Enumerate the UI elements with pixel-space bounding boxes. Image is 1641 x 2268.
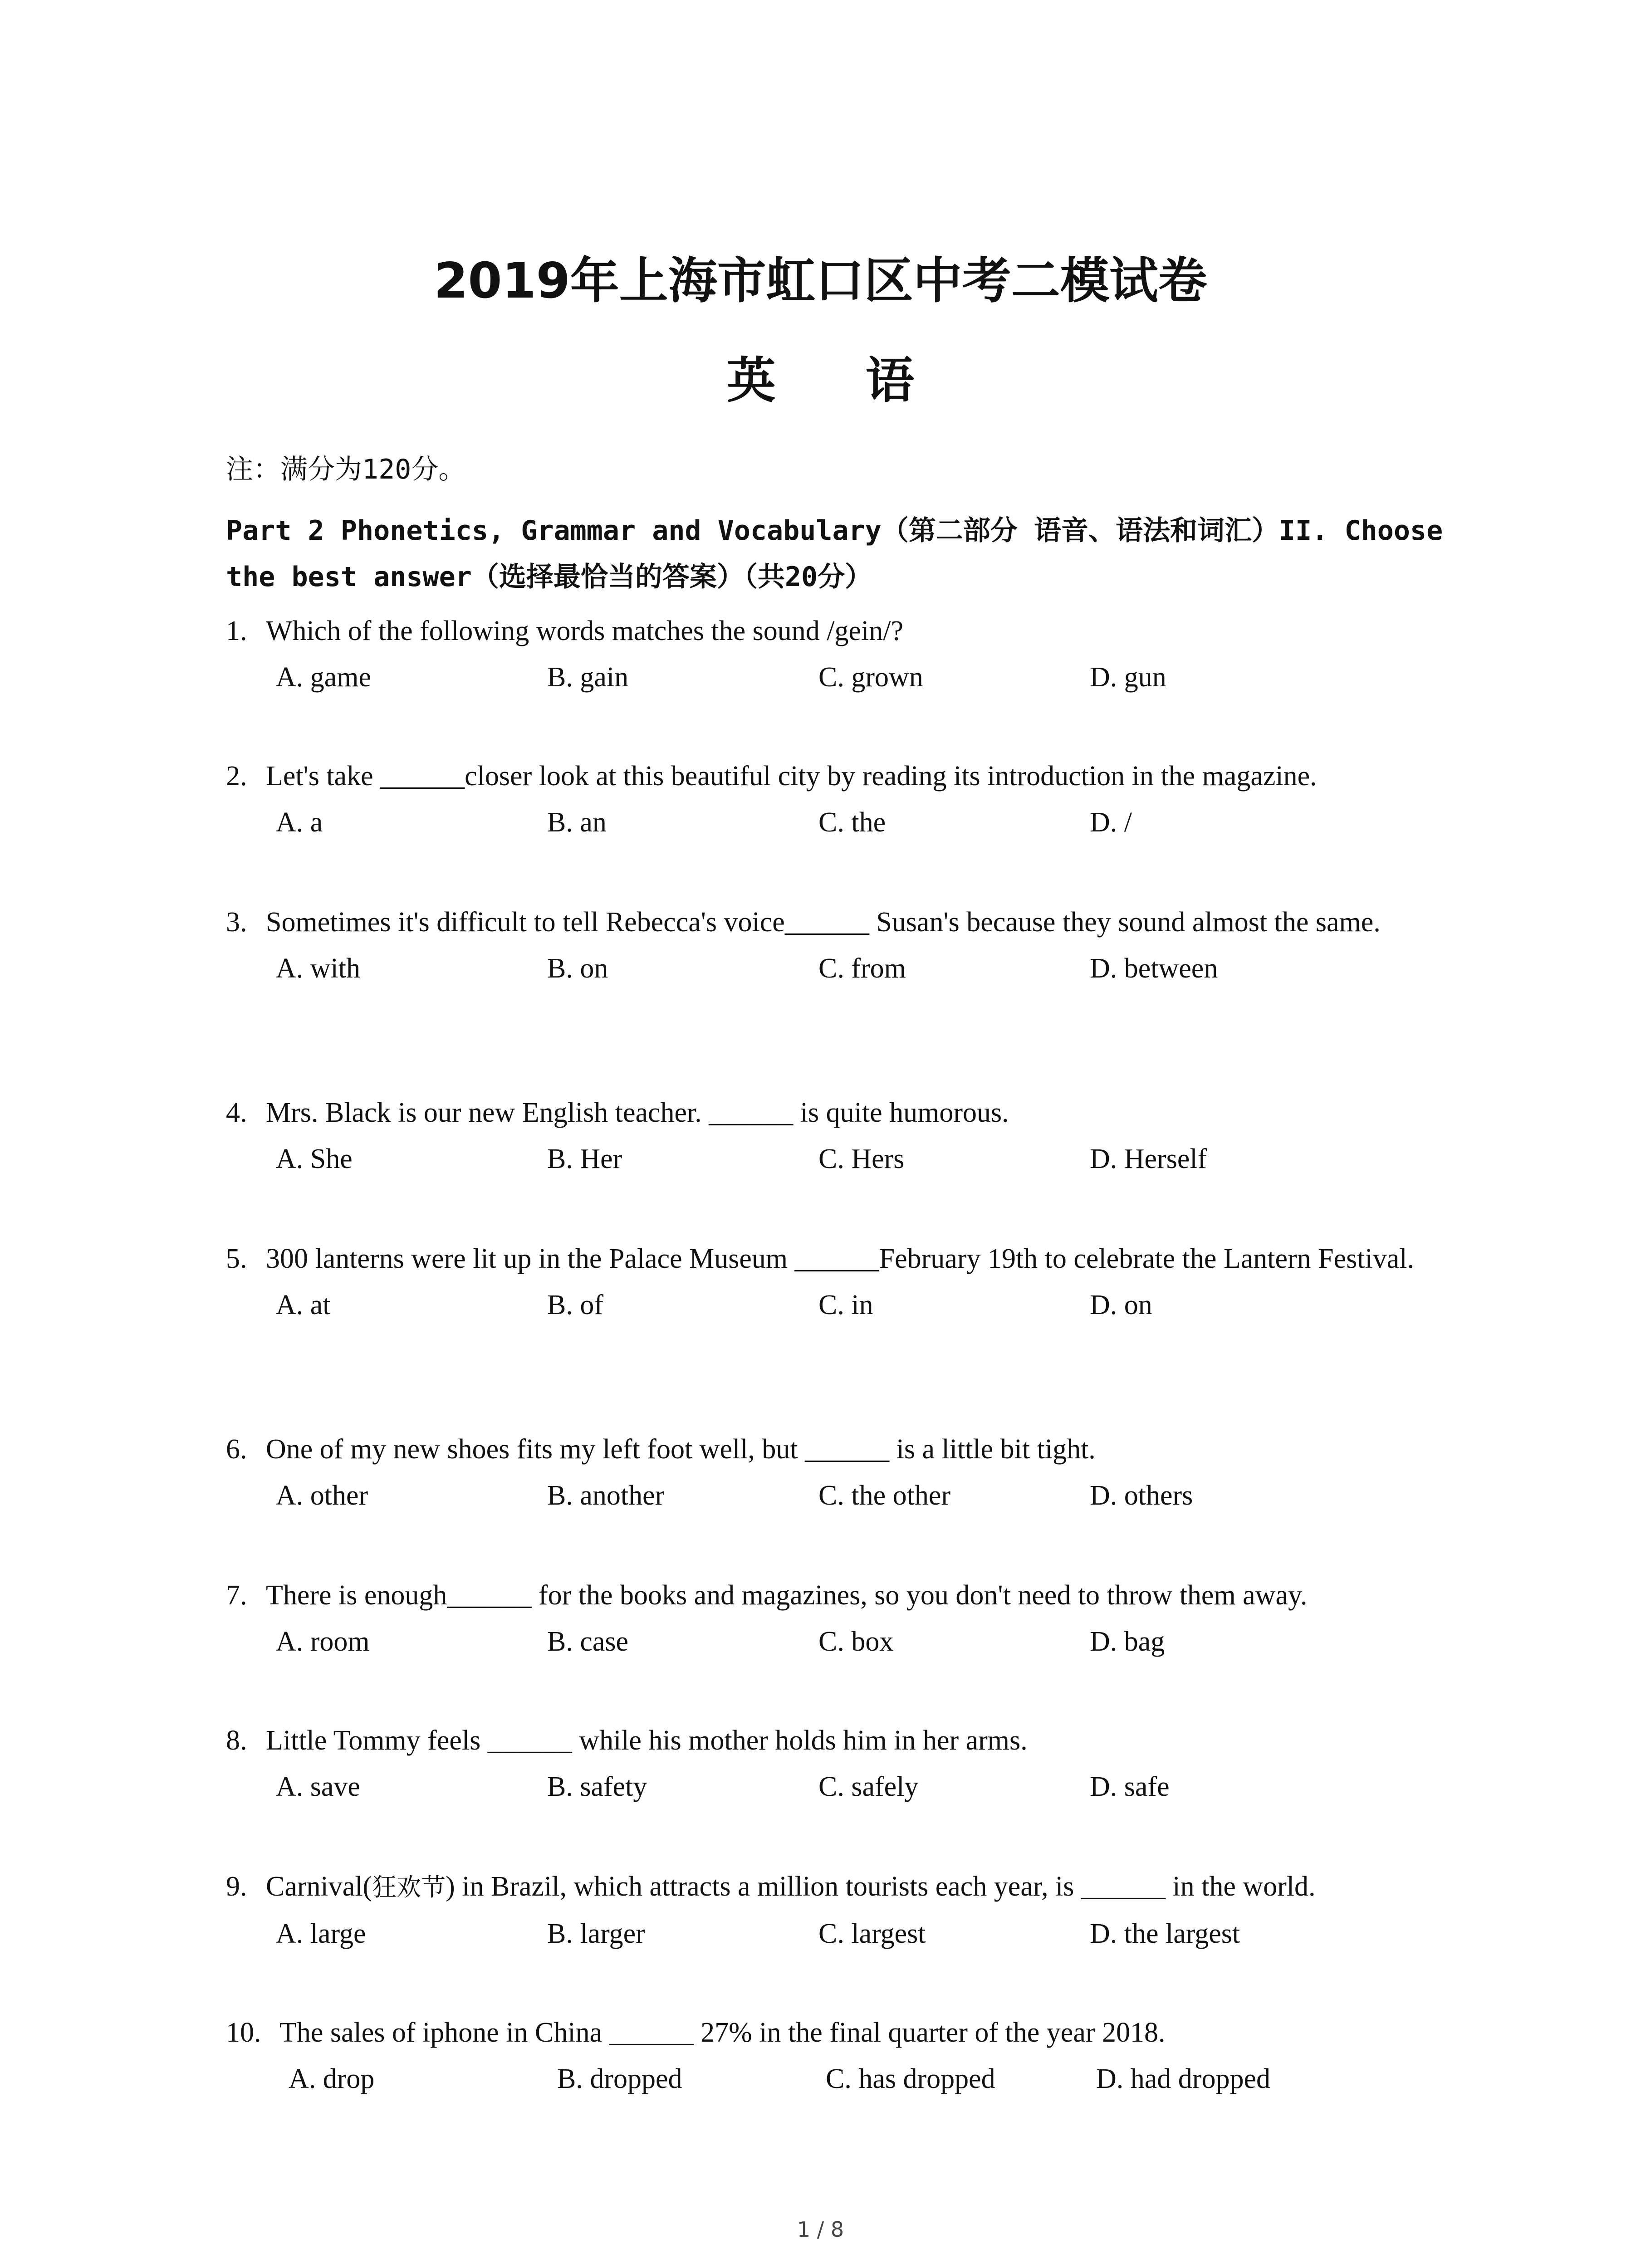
question-stem: The sales of iphone in China ______ 27% in the final quarter of the year 2018. [279, 2017, 1166, 2048]
question-stem: 300 lanterns were lit up in the Palace Museum ______February 19th to celebrate the Lantern Festival. [266, 1243, 1414, 1274]
question-stem: Which of the following words matches the sound /gein/? [266, 616, 904, 646]
option-a[interactable]: A. at [276, 1290, 331, 1320]
question-number: 9. [226, 1871, 247, 1902]
question-5 [226, 1236, 1451, 1328]
question-number: 3. [226, 907, 247, 938]
option-d[interactable]: D. bag [1090, 1626, 1165, 1657]
question-number: 4. [226, 1097, 247, 1128]
question-number: 5. [226, 1243, 247, 1274]
option-c[interactable]: C. largest [818, 1918, 926, 1949]
option-b[interactable]: B. of [547, 1290, 603, 1320]
question-stem [266, 1863, 1451, 1911]
option-b[interactable]: B. safety [547, 1771, 647, 1802]
option-a[interactable]: A. room [276, 1626, 370, 1657]
question-number: 6. [226, 1434, 247, 1465]
option-d[interactable]: D. gun [1090, 662, 1166, 693]
option-c[interactable]: C. safely [818, 1771, 919, 1802]
option-d[interactable]: D. Herself [1090, 1144, 1207, 1174]
option-b[interactable]: B. dropped [557, 2063, 682, 2094]
option-a[interactable]: A. large [276, 1918, 366, 1949]
option-b[interactable]: B. gain [547, 662, 629, 693]
option-a[interactable]: A. a [276, 807, 323, 838]
option-b[interactable]: B. an [547, 807, 607, 838]
option-b[interactable]: B. another [547, 1480, 665, 1511]
stem-part-before: Carnival( [266, 1871, 372, 1902]
question-9 [226, 1863, 1451, 1957]
question-3 [226, 899, 1451, 992]
question-number: 10. [226, 2017, 261, 2048]
question-number: 7. [226, 1580, 247, 1611]
option-d[interactable]: D. the largest [1090, 1918, 1240, 1949]
option-d[interactable]: D. safe [1090, 1771, 1170, 1802]
option-d[interactable]: D. between [1090, 953, 1218, 984]
question-6 [226, 1426, 1451, 1519]
question-number: 1. [226, 616, 247, 646]
question-10 [226, 2009, 1451, 2102]
option-c[interactable]: C. the other [818, 1480, 950, 1511]
question-stem: One of my new shoes fits my left foot well, but ______ is a little bit tight. [266, 1434, 1096, 1465]
option-b[interactable]: B. case [547, 1626, 629, 1657]
option-d[interactable]: D. others [1090, 1480, 1193, 1511]
question-4 [226, 1090, 1451, 1182]
option-c[interactable]: C. in [818, 1290, 873, 1320]
option-c[interactable]: C. the [818, 807, 886, 838]
option-a[interactable]: A. other [276, 1480, 368, 1511]
subject-title: 英 语 [726, 352, 951, 409]
option-c[interactable]: C. Hers [818, 1144, 905, 1174]
option-c[interactable]: C. grown [818, 662, 923, 693]
part-heading-line-2: the best answer（选择最恰当的答案）（共20分） [226, 561, 872, 593]
option-d[interactable]: D. had dropped [1096, 2063, 1270, 2094]
option-a[interactable]: A. She [276, 1144, 353, 1174]
option-a[interactable]: A. drop [289, 2063, 375, 2094]
question-7 [226, 1572, 1451, 1665]
stem-part-after: ) in Brazil, which attracts a million tourists each year, is ______ in the world. [446, 1871, 1316, 1902]
option-b[interactable]: B. Her [547, 1144, 622, 1174]
option-b[interactable]: B. on [547, 953, 608, 984]
page-number: 1 / 8 [797, 2217, 844, 2242]
option-c[interactable]: C. has dropped [826, 2063, 995, 2094]
question-stem: Sometimes it's difficult to tell Rebecca's voice______ Susan's because they sound almost the same. [266, 907, 1381, 938]
question-stem: Let's take ______closer look at this beautiful city by reading its introduction in the magazine. [266, 761, 1317, 792]
exam-title: 2019年上海市虹口区中考二模试卷 [434, 253, 1207, 309]
question-number: 8. [226, 1725, 247, 1756]
score-note: 注：满分为120分。 [226, 454, 466, 485]
stem-gloss-chinese: 狂欢节 [372, 1873, 446, 1901]
option-a[interactable]: A. game [276, 662, 372, 693]
option-c[interactable]: C. from [818, 953, 906, 984]
option-d[interactable]: D. on [1090, 1290, 1152, 1320]
question-stem: There is enough______ for the books and magazines, so you don't need to throw them away. [266, 1580, 1308, 1611]
part-heading-line-1: Part 2 Phonetics, Grammar and Vocabulary（第二部分 语音、语法和词汇）II. Choose [226, 515, 1443, 547]
option-a[interactable]: A. save [276, 1771, 360, 1802]
question-2 [226, 753, 1451, 846]
question-stem: Mrs. Black is our new English teacher. ______ is quite humorous. [266, 1097, 1009, 1128]
question-stem: Little Tommy feels ______ while his mother holds him in her arms. [266, 1725, 1028, 1756]
option-c[interactable]: C. box [818, 1626, 894, 1657]
question-number: 2. [226, 761, 247, 792]
question-1 [226, 608, 1451, 700]
option-b[interactable]: B. larger [547, 1918, 645, 1949]
question-8 [226, 1717, 1451, 1810]
option-a[interactable]: A. with [276, 953, 360, 984]
option-d[interactable]: D. / [1090, 807, 1132, 838]
